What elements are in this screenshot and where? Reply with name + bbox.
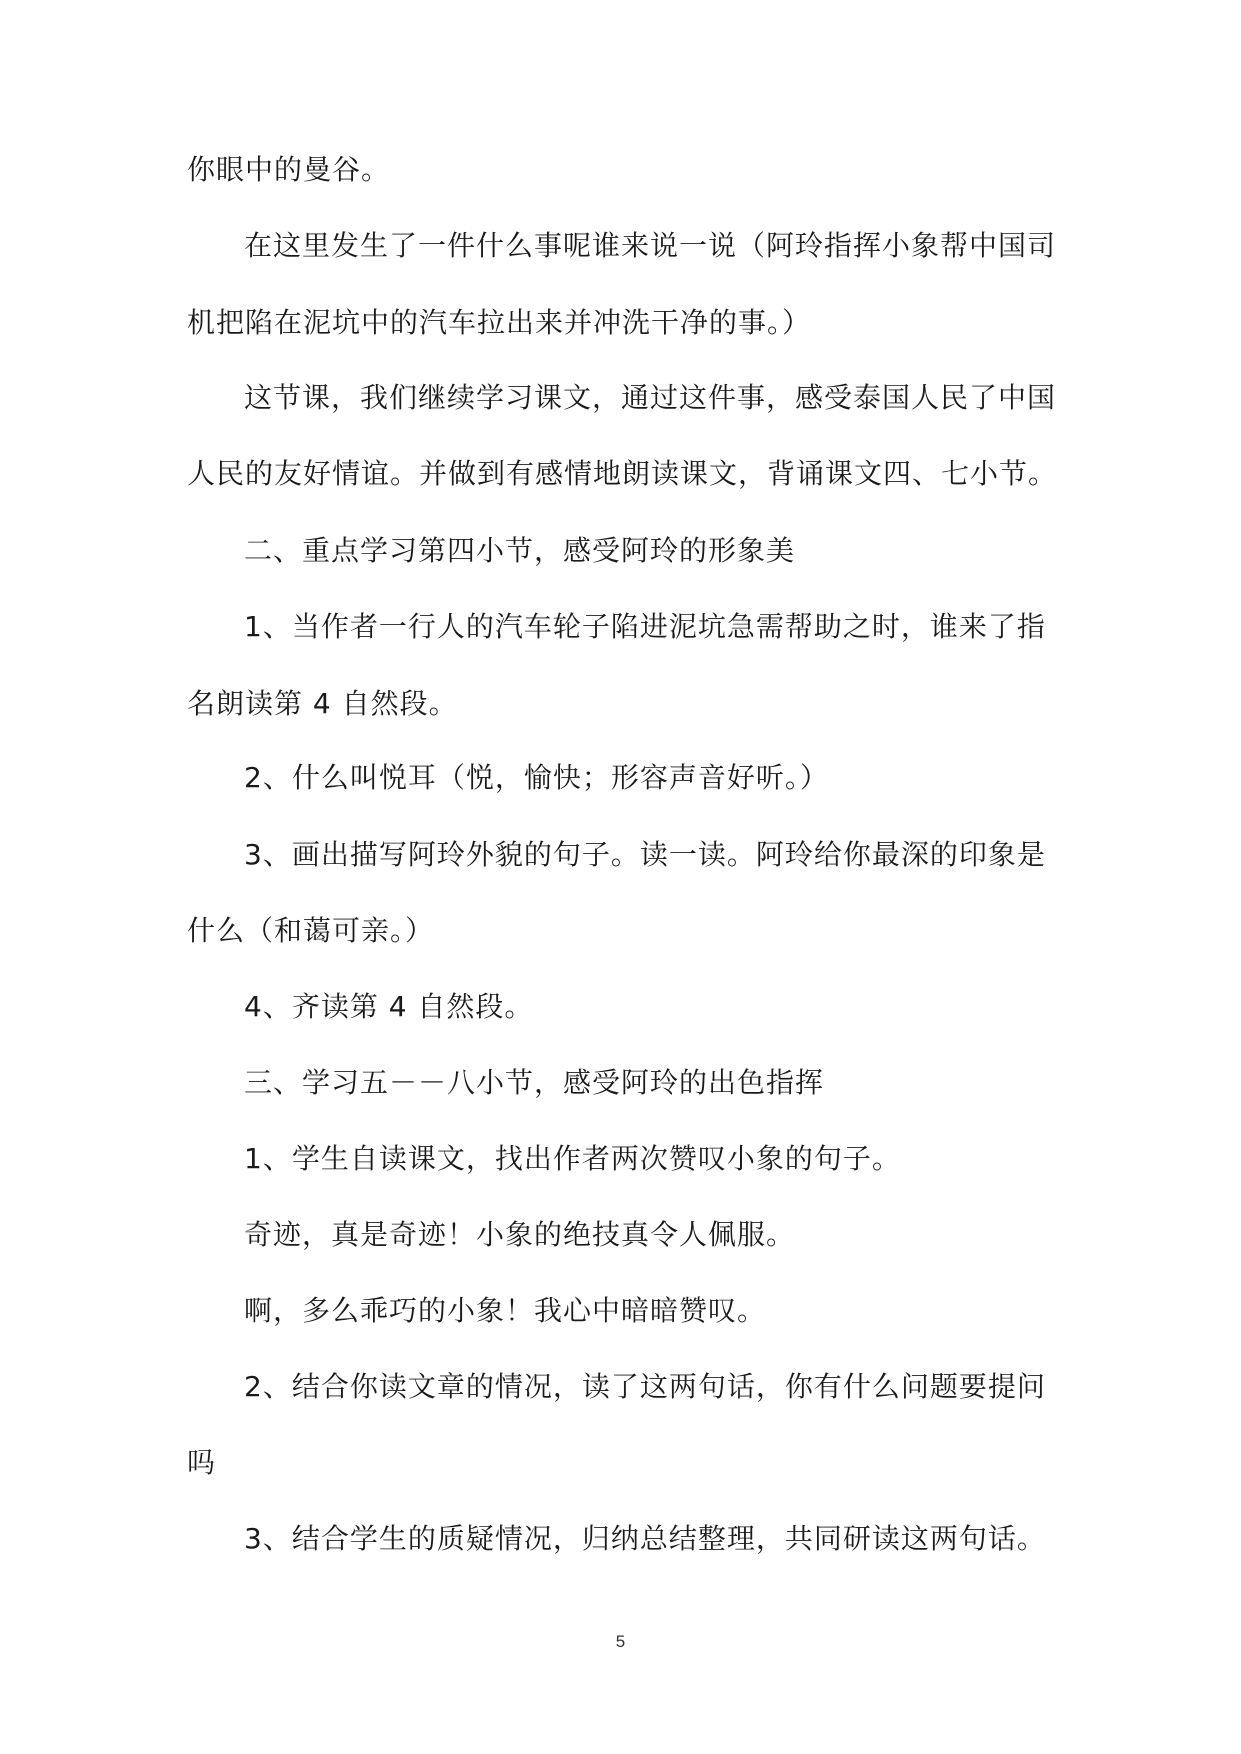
text-line: 1、当作者一行人的汽车轮子陷进泥坑急需帮助之时，谁来了指 [244,610,1046,643]
text-line: 你眼中的曼谷。 [187,153,391,186]
text-line: 奇迹，真是奇迹！小象的绝技真令人佩服。 [244,1218,796,1251]
text-line: 啊，多么乖巧的小象！我心中暗暗赞叹。 [244,1294,767,1327]
text-line: 名朗读第 4 自然段。 [187,687,458,720]
text-line: 3、画出描写阿玲外貌的句子。读一读。阿玲给你最深的印象是 [244,838,1046,871]
text-line: 2、结合你读文章的情况，读了这两句话，你有什么问题要提问 [244,1370,1046,1403]
text-line: 3、结合学生的质疑情况，归纳总结整理，共同研读这两句话。 [244,1522,1046,1555]
text-line: 什么（和蔼可亲。） [187,914,435,947]
text-line: 1、学生自读课文，找出作者两次赞叹小象的句子。 [244,1142,901,1175]
page-number: 5 [615,1632,626,1651]
text-line: 机把陷在泥坑中的汽车拉出来并冲洗干净的事。） [187,306,812,339]
text-line: 人民的友好情谊。并做到有感情地朗读课文，背诵课文四、七小节。 [187,457,1058,490]
text-line: 4、齐读第 4 自然段。 [244,990,534,1023]
section-heading: 二、重点学习第四小节，感受阿玲的形象美 [244,534,796,567]
text-line: 这节课，我们继续学习课文，通过这件事，感受泰国人民了中国 [244,381,1057,414]
text-line: 在这里发生了一件什么事呢谁来说一说（阿玲指挥小象帮中国司 [244,229,1057,262]
section-heading: 三、学习五－－八小节，感受阿玲的出色指挥 [244,1066,825,1099]
text-line: 2、什么叫悦耳（悦，愉快；形容声音好听。） [244,761,829,794]
text-line: 吗 [187,1446,217,1479]
